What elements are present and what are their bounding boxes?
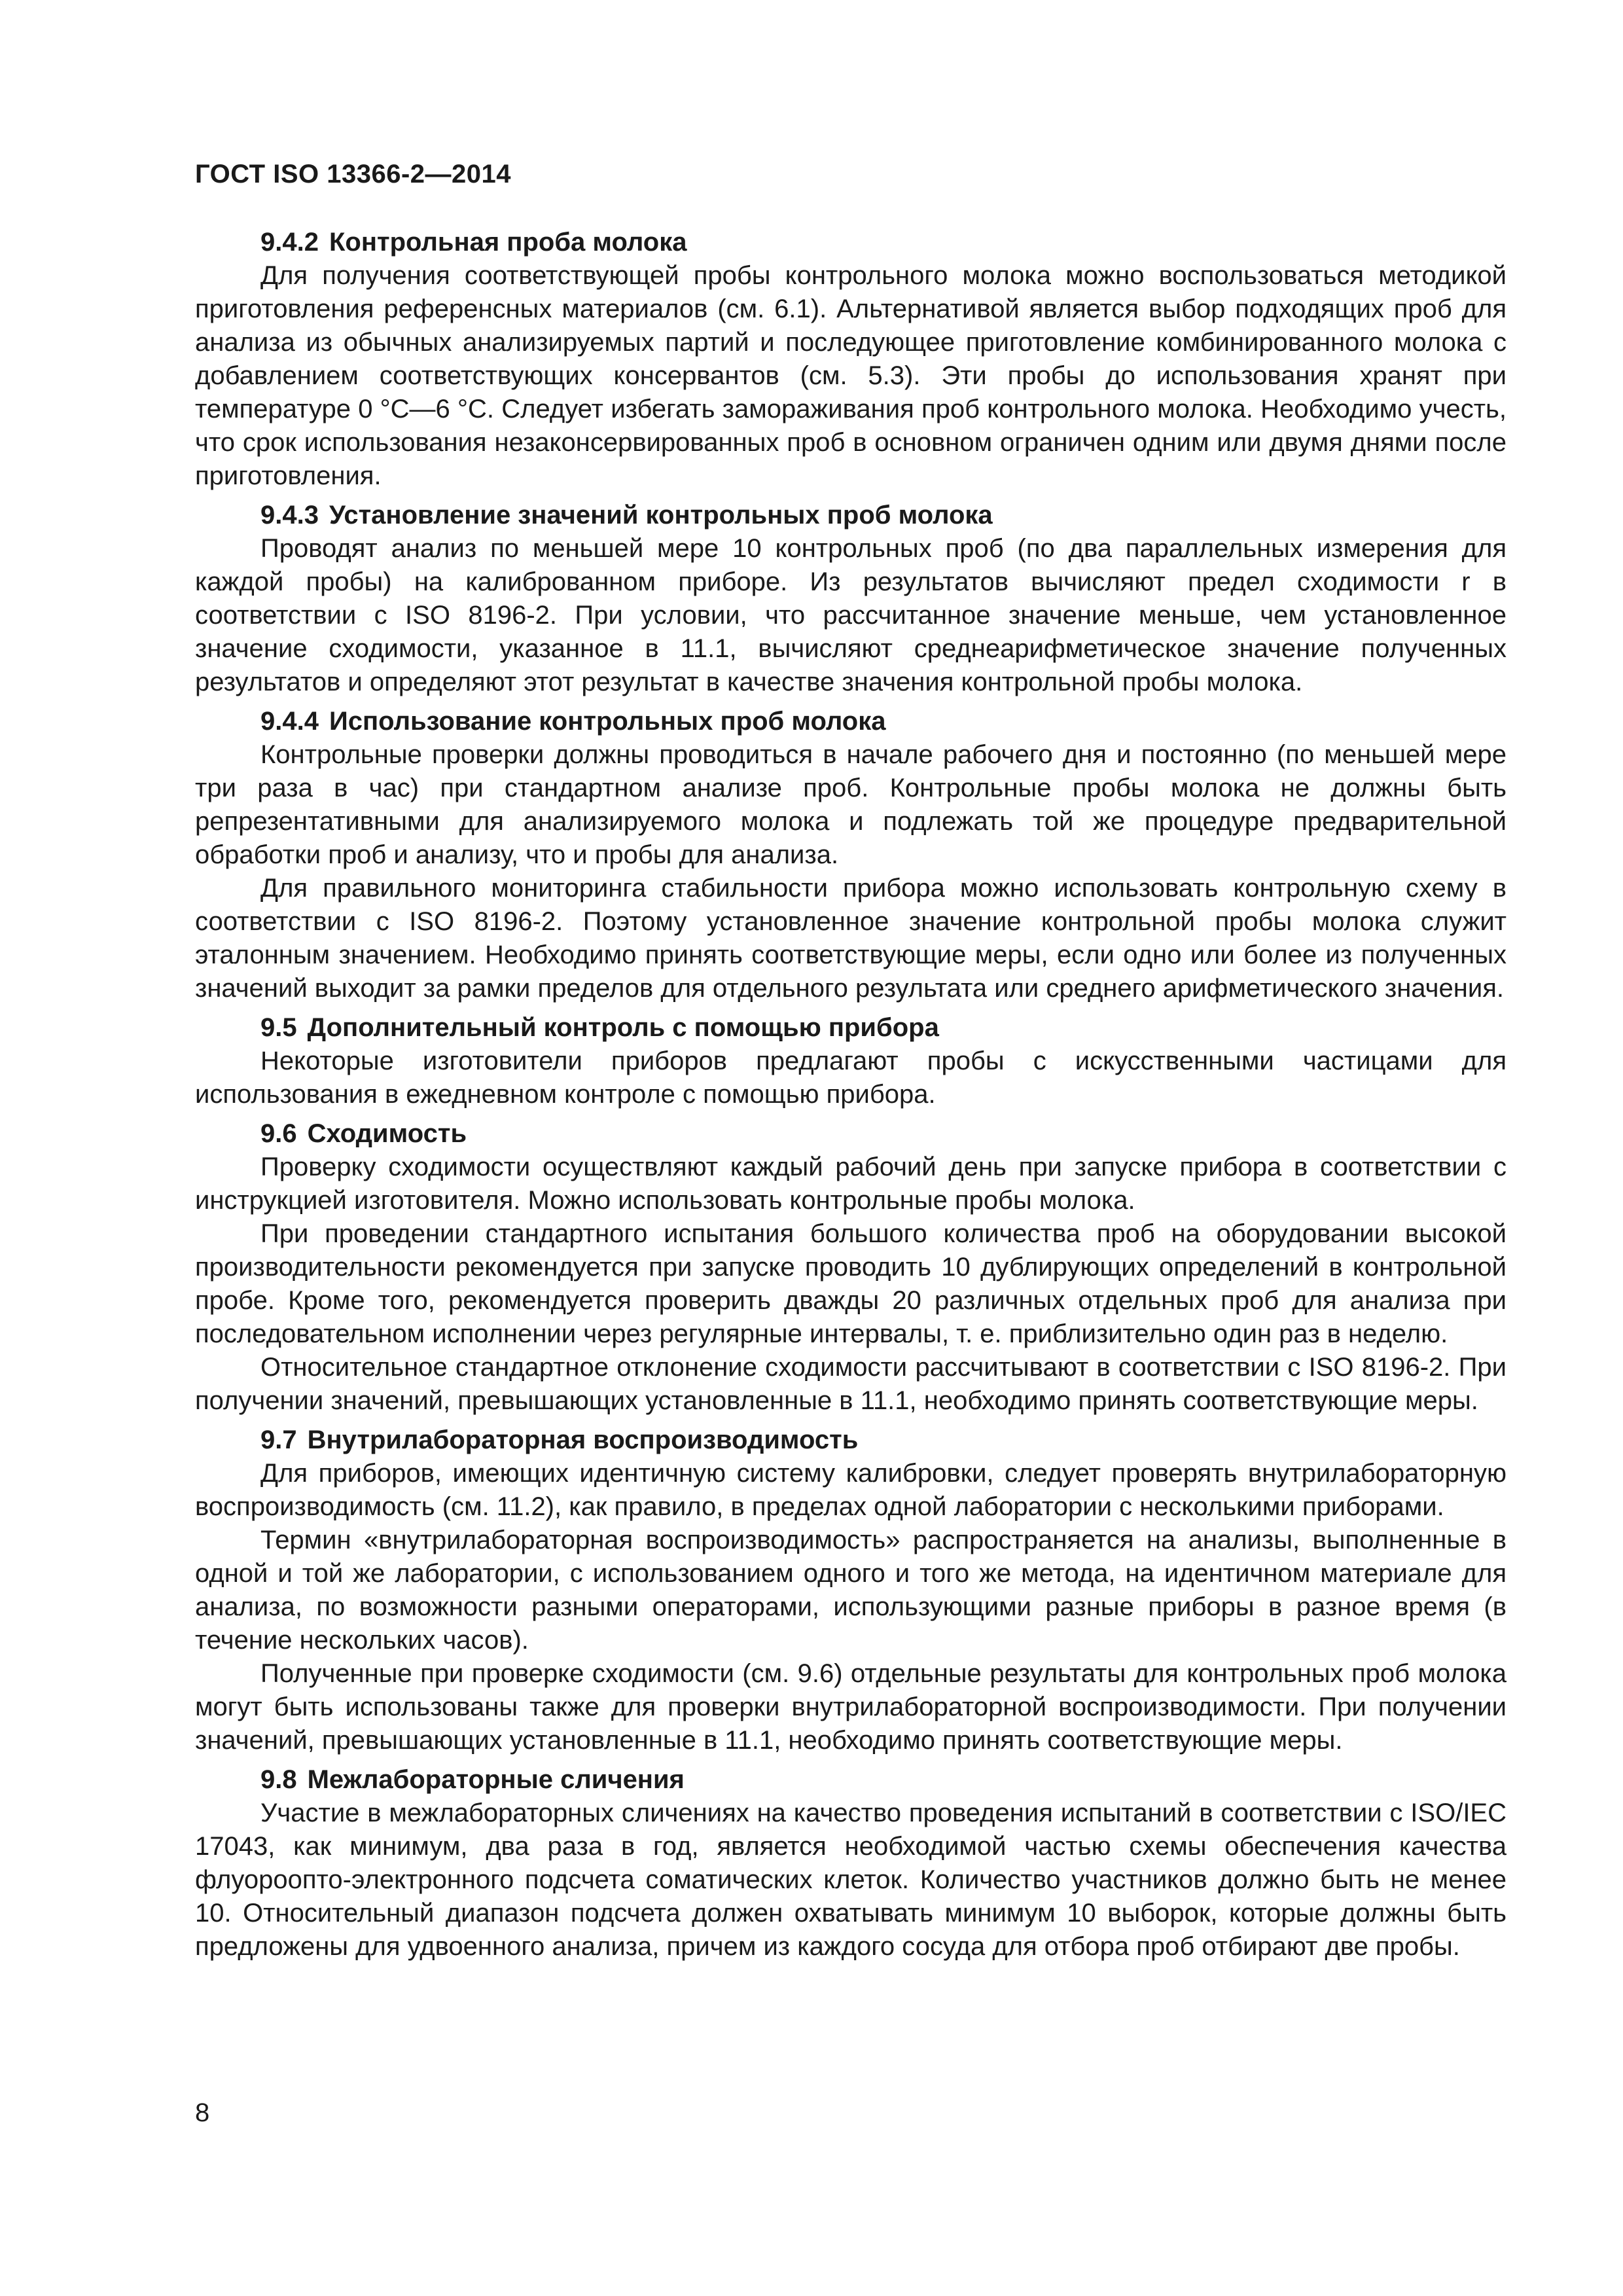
section-number: 9.7 bbox=[260, 1426, 297, 1454]
section-number: 9.4.3 bbox=[260, 501, 319, 529]
section bbox=[195, 1117, 1507, 1418]
section-number: 9.6 bbox=[260, 1119, 297, 1148]
section-title: Использование контрольных проб молока bbox=[329, 707, 886, 736]
section-number: 9.8 bbox=[260, 1765, 297, 1794]
paragraph: Некоторые изготовители приборов предлагают пробы с искусственными частицами для использования в ежедневном контроле с помощью прибора. bbox=[195, 1047, 1507, 1109]
paragraph: Контрольные проверки должны проводиться в начале рабочего дня и постоянно (по меньшей мере три раза в час) при стандартном анализе проб. Контрольные пробы молока не должны быть репрезентативными для анализируемого молока и подлежать той же процедуре предварительной обработки проб и анализу, что и пробы для анализа. bbox=[195, 740, 1507, 869]
section bbox=[195, 705, 1507, 1005]
section bbox=[195, 1763, 1507, 1964]
section bbox=[195, 226, 1507, 493]
section bbox=[195, 499, 1507, 699]
section-title: Установление значений контрольных проб молока bbox=[329, 501, 993, 529]
paragraph: Для правильного мониторинга стабильности прибора можно использовать контрольную схему в соответствии с ISO 8196-2. Поэтому установленное значение контрольной пробы молока служит эталонным значением. Необходимо принять соответствующие меры, если одно или более из полученных значений выходит за рамки пределов для отдельного результата или среднего арифметического значения. bbox=[195, 874, 1507, 1003]
section-number: 9.4.4 bbox=[260, 707, 319, 736]
section-title: Межлабораторные сличения bbox=[307, 1765, 685, 1794]
section-title: Контрольная проба молока bbox=[329, 228, 687, 257]
section-number: 9.4.2 bbox=[260, 228, 319, 257]
paragraph: Для получения соответствующей пробы контрольного молока можно воспользоваться методикой приготовления референсных материалов (см. 6.1). Альтернативой является выбор подходящих проб для анализа из обычных анализируемых партий и последующее приготовление комбинированного молока с добавлением соответствующих консервантов (см. 5.3). Эти пробы до использования хранят при температуре 0 °С—6 °С. Следует избегать замораживания проб контрольного молока. Необходимо учесть, что срок использования незаконсервированных проб в основном ограничен одним или двумя днями после приготовления. bbox=[195, 261, 1507, 490]
section-heading bbox=[195, 1117, 1507, 1151]
section-heading bbox=[195, 1011, 1507, 1045]
section bbox=[195, 1424, 1507, 1757]
section-heading bbox=[195, 705, 1507, 738]
section-heading bbox=[195, 1763, 1507, 1797]
section-heading bbox=[195, 226, 1507, 259]
paragraph: Относительное стандартное отклонение сходимости рассчитывают в соответствии с ISO 8196-2. При получении значений, превышающих установленные в 11.1, необходимо принять соответствующие меры. bbox=[195, 1353, 1507, 1415]
section-heading bbox=[195, 1424, 1507, 1457]
paragraph: Полученные при проверке сходимости (см. 9.6) отдельные результаты для контрольных проб молока могут быть использованы также для проверки внутрилабораторной воспроизводимости. При получении значений, превышающих установленные в 11.1, необходимо принять соответствующие меры. bbox=[195, 1659, 1507, 1755]
paragraph: Участие в межлабораторных сличениях на качество проведения испытаний в соответствии с ISO/IEC 17043, как минимум, два раза в год, является необходимой частью схемы обеспечения качества флуороопто-электронного подсчета соматических клеток. Количество участников должно быть не менее 10. Относительный диапазон подсчета должен охватывать минимум 10 выборок, которые должны быть предложены для удвоенного анализа, причем из каждого сосуда для отбора проб отбирают две пробы. bbox=[195, 1799, 1507, 1961]
paragraph: При проведении стандартного испытания большого количества проб на оборудовании высокой производительности рекомендуется при запуске проводить 10 дублирующих определений в контрольной пробе. Кроме того, рекомендуется проверить дважды 20 различных отдельных проб для анализа при последовательном исполнении через регулярные интервалы, т. е. приблизительно один раз в неделю. bbox=[195, 1219, 1507, 1348]
document-page bbox=[195, 0, 1507, 2296]
running-title: ГОСТ ISO 13366-2—2014 bbox=[195, 160, 511, 188]
section-title: Внутрилабораторная воспроизводимость bbox=[307, 1426, 859, 1454]
section-heading bbox=[195, 499, 1507, 532]
section-title: Сходимость bbox=[307, 1119, 467, 1148]
section-title: Дополнительный контроль с помощью прибора bbox=[307, 1013, 939, 1042]
paragraph: Проверку сходимости осуществляют каждый рабочий день при запуске прибора в соответствии с инструкцией изготовителя. Можно использовать контрольные пробы молока. bbox=[195, 1153, 1507, 1215]
section-number: 9.5 bbox=[260, 1013, 297, 1042]
section bbox=[195, 1011, 1507, 1111]
paragraph: Для приборов, имеющих идентичную систему калибровки, следует проверять внутрилабораторную воспроизводимость (см. 11.2), как правило, в пределах одной лаборатории с несколькими приборами. bbox=[195, 1459, 1507, 1521]
page-number: 8 bbox=[195, 2098, 210, 2127]
paragraph: Термин «внутрилабораторная воспроизводимость» распространяется на анализы, выполненные в одной и той же лаборатории, с использованием одного и того же метода, на идентичном материале для анализа, по возможности разными операторами, использующими разные приборы в разное время (в течение нескольких часов). bbox=[195, 1526, 1507, 1655]
document-body bbox=[195, 226, 1507, 1964]
paragraph: Проводят анализ по меньшей мере 10 контрольных проб (по два параллельных измерения для каждой пробы) на калиброванном приборе. Из результатов вычисляют предел сходимости r в соответствии с ISO 8196-2. При условии, что рассчитанное значение меньше, чем установленное значение сходимости, указанное в 11.1, вычисляют среднеарифметическое значение полученных результатов и определяют этот результат в качестве значения контрольной пробы молока. bbox=[195, 534, 1507, 696]
